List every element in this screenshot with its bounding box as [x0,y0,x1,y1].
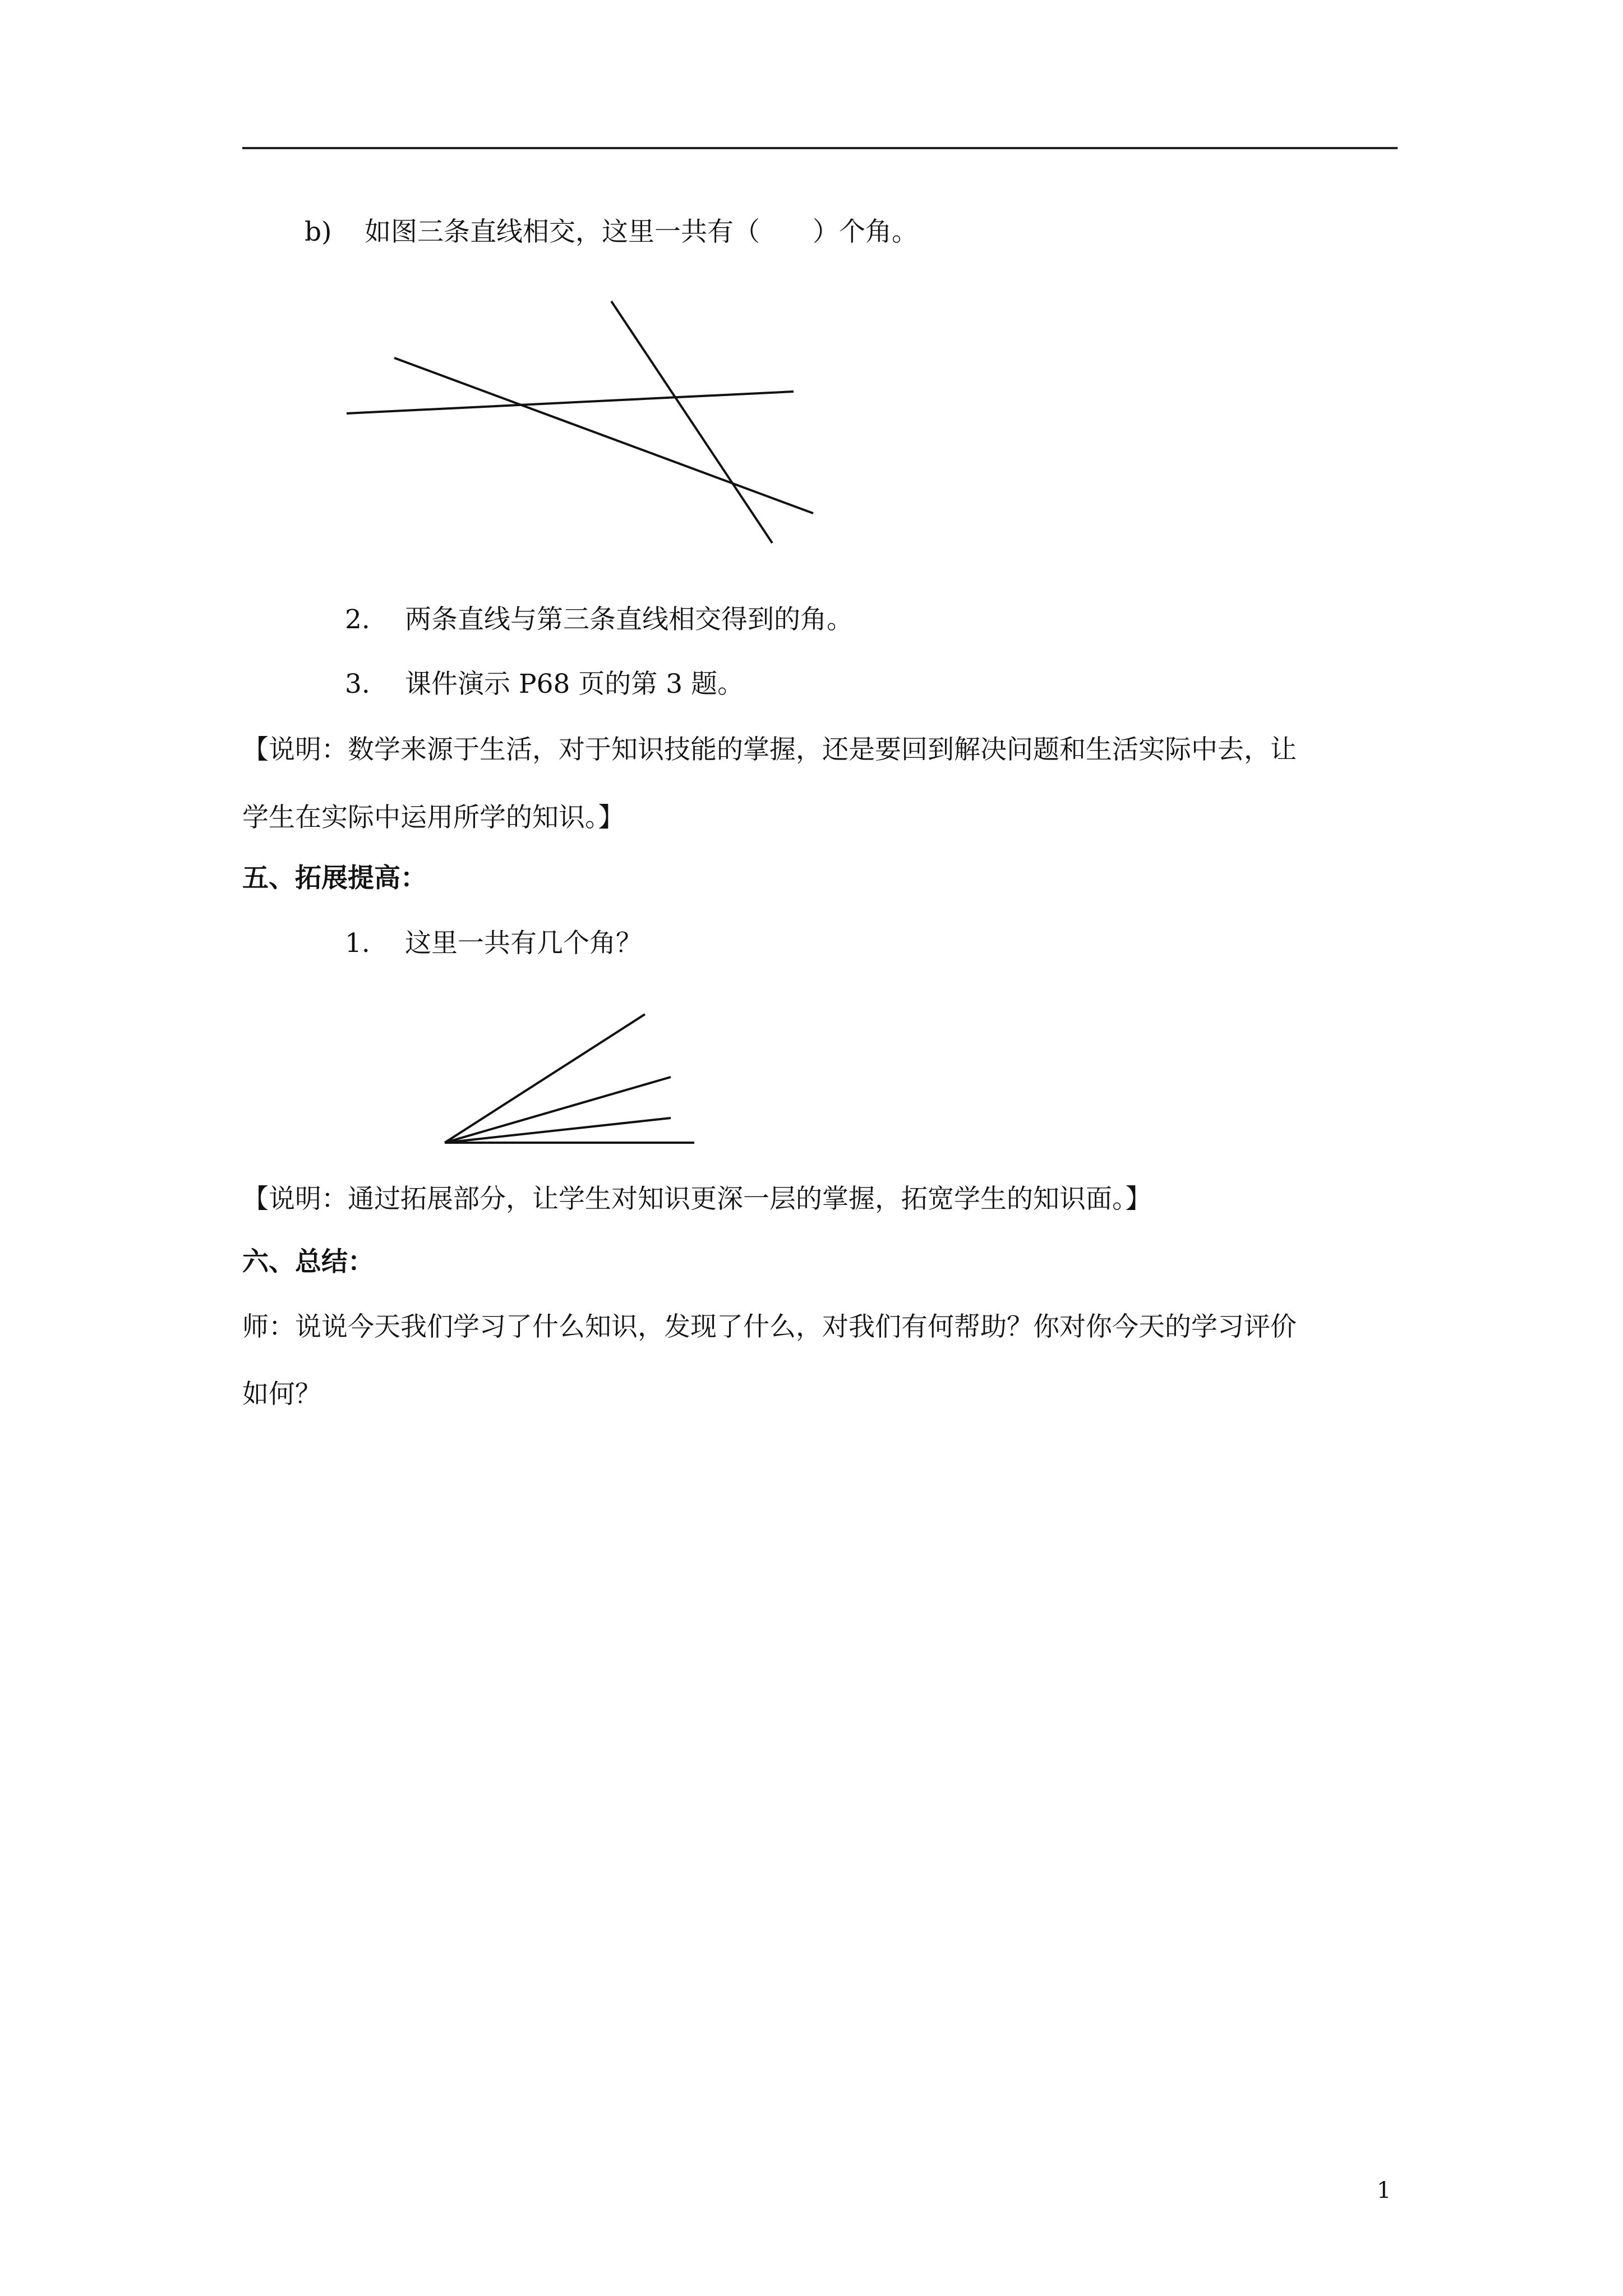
ray-2 [445,1077,671,1143]
ext-item-1-number: 1. [345,928,370,959]
item-b-question: 如图三条直线相交，这里一共有（ ）个角。 [365,217,918,247]
item-2-number: 2. [345,604,370,635]
item-3-number: 3. [345,669,370,700]
summary-line-1: 师：说说今天我们学习了什么知识，发现了什么，对我们有何帮助？你对你今天的学习评价 [242,1312,1297,1342]
item-3-text: 课件演示 P68 页的第 3 题。 [405,669,744,700]
page-number: 1 [1377,2178,1391,2203]
note-2: 【说明：通过拓展部分，让学生对知识更深一层的掌握，拓宽学生的知识面。】 [242,1184,1152,1214]
note-1-line-1: 【说明：数学来源于生活，对于知识技能的掌握，还是要回到解决问题和生活实际中去，让 [242,734,1297,765]
item-b-marker: b) [305,217,332,247]
summary-line-2: 如何？ [242,1379,321,1410]
ext-item-1-text: 这里一共有几个角？ [405,928,642,959]
item-2-text: 两条直线与第三条直线相交得到的角。 [405,604,853,635]
note-1-line-2: 学生在实际中运用所学的知识。】 [242,802,625,833]
section-5-title: 五、拓展提高： [242,863,427,894]
section-6-title: 六、总结： [242,1246,374,1277]
